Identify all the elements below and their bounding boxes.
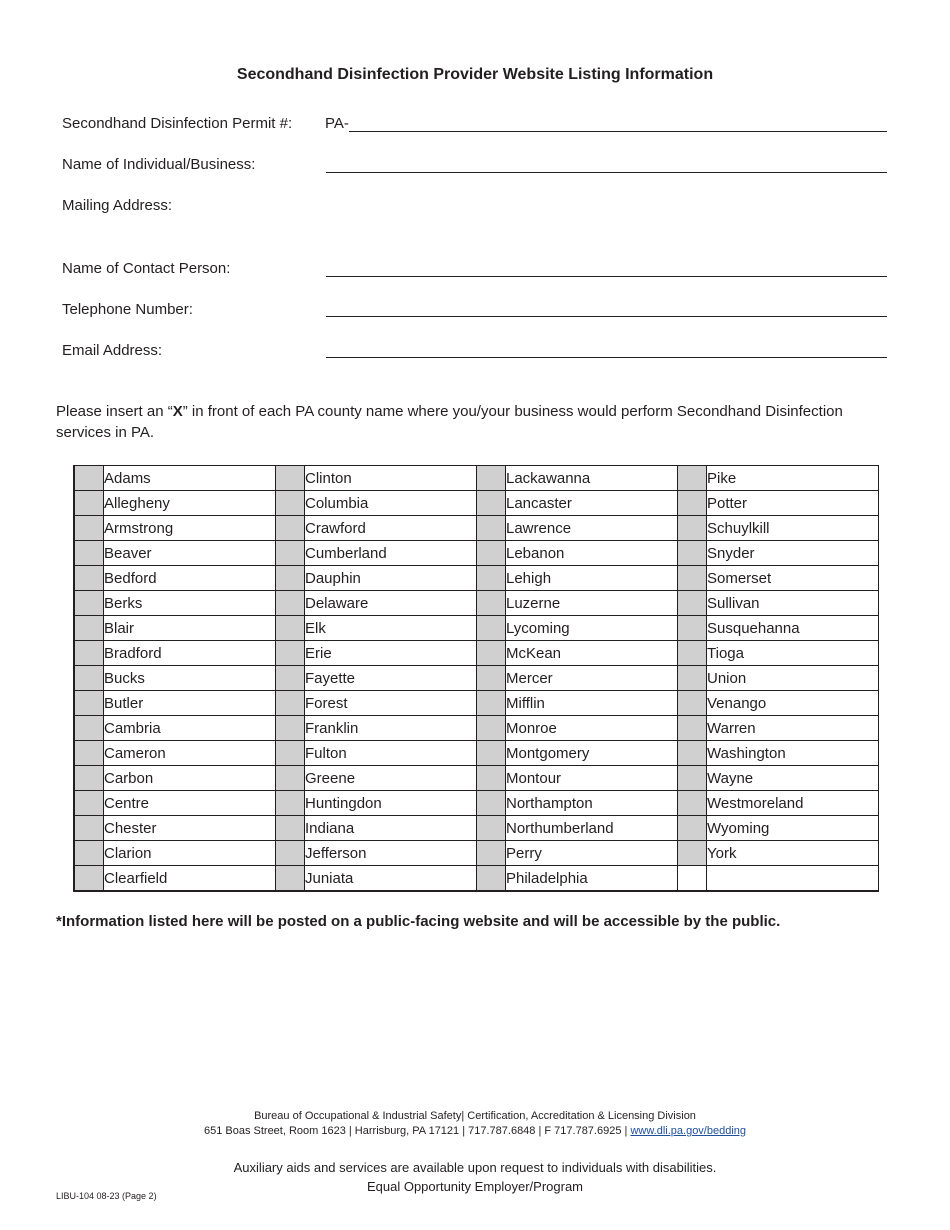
county-checkbox[interactable] [477, 541, 506, 566]
county-checkbox[interactable] [276, 541, 305, 566]
x-mark: X [172, 403, 183, 420]
county-checkbox[interactable] [276, 766, 305, 791]
county-checkbox[interactable] [276, 641, 305, 666]
county-name: Snyder [707, 541, 879, 566]
county-name: Juniata [305, 866, 477, 892]
county-name: Wayne [707, 766, 879, 791]
county-checkbox[interactable] [477, 816, 506, 841]
county-checkbox[interactable] [74, 716, 104, 741]
permit-field[interactable] [349, 131, 887, 132]
county-name: Somerset [707, 566, 879, 591]
county-checkbox[interactable] [276, 716, 305, 741]
county-checkbox[interactable] [678, 616, 707, 641]
county-checkbox[interactable] [276, 491, 305, 516]
county-checkbox[interactable] [678, 716, 707, 741]
county-checkbox[interactable] [477, 516, 506, 541]
county-name: Mifflin [506, 691, 678, 716]
county-name: Delaware [305, 591, 477, 616]
county-checkbox[interactable] [276, 741, 305, 766]
county-checkbox[interactable] [678, 491, 707, 516]
county-checkbox[interactable] [276, 666, 305, 691]
county-checkbox[interactable] [678, 566, 707, 591]
county-row [74, 816, 879, 841]
county-name: Cambria [104, 716, 276, 741]
county-name: Fayette [305, 666, 477, 691]
county-checkbox[interactable] [678, 591, 707, 616]
county-checkbox[interactable] [276, 466, 305, 491]
county-name: Union [707, 666, 879, 691]
footer-eeo: Equal Opportunity Employer/Program [366, 1179, 584, 1194]
county-name: Northumberland [506, 816, 678, 841]
county-checkbox[interactable] [477, 766, 506, 791]
permit-prefix: PA- [325, 115, 349, 132]
county-checkbox[interactable] [74, 566, 104, 591]
name-field[interactable] [326, 172, 887, 173]
county-row [74, 716, 879, 741]
county-name: Blair [104, 616, 276, 641]
county-name: Sullivan [707, 591, 879, 616]
county-name: Columbia [305, 491, 477, 516]
county-checkbox[interactable] [74, 466, 104, 491]
county-name: Schuylkill [707, 516, 879, 541]
county-checkbox[interactable] [74, 641, 104, 666]
page-title: Secondhand Disinfection Provider Website Listing Information [236, 66, 714, 83]
county-checkbox[interactable] [477, 666, 506, 691]
county-name: Luzerne [506, 591, 678, 616]
county-name: Clarion [104, 841, 276, 866]
county-row [74, 616, 879, 641]
county-checkbox[interactable] [477, 866, 506, 892]
county-checkbox[interactable] [276, 866, 305, 892]
county-row [74, 541, 879, 566]
county-checkbox[interactable] [678, 516, 707, 541]
phone-field[interactable] [326, 316, 887, 317]
county-name: Lycoming [506, 616, 678, 641]
phone-label: Telephone Number: [62, 301, 193, 318]
county-checkbox[interactable] [74, 691, 104, 716]
county-name: Northampton [506, 791, 678, 816]
county-checkbox[interactable] [276, 591, 305, 616]
county-table [73, 465, 879, 892]
county-name: Warren [707, 716, 879, 741]
county-name: Wyoming [707, 816, 879, 841]
county-checkbox[interactable] [276, 816, 305, 841]
county-name: Lebanon [506, 541, 678, 566]
instructions: Please insert an “X” in front of each PA county name where you/your business would perform Secondhand Disinfection services in PA. [56, 403, 843, 441]
county-checkbox[interactable] [74, 666, 104, 691]
contact-label: Name of Contact Person: [62, 260, 231, 277]
county-name: Armstrong [104, 516, 276, 541]
county-checkbox[interactable] [276, 516, 305, 541]
county-name: Mercer [506, 666, 678, 691]
county-checkbox[interactable] [678, 541, 707, 566]
county-checkbox[interactable] [477, 566, 506, 591]
county-row [74, 866, 879, 892]
county-row [74, 791, 879, 816]
county-row [74, 841, 879, 866]
county-name: Indiana [305, 816, 477, 841]
county-checkbox [678, 866, 707, 892]
county-checkbox[interactable] [477, 716, 506, 741]
mailing-label: Mailing Address: [62, 197, 173, 214]
county-checkbox[interactable] [276, 691, 305, 716]
county-checkbox[interactable] [678, 691, 707, 716]
county-checkbox[interactable] [678, 666, 707, 691]
county-name: Susquehanna [707, 616, 879, 641]
county-name: Clearfield [104, 866, 276, 892]
county-name: Cumberland [305, 541, 477, 566]
county-checkbox[interactable] [74, 866, 104, 892]
county-checkbox[interactable] [74, 816, 104, 841]
county-name: Cameron [104, 741, 276, 766]
county-name: Bradford [104, 641, 276, 666]
county-checkbox[interactable] [678, 816, 707, 841]
county-name: Forest [305, 691, 477, 716]
county-checkbox[interactable] [477, 841, 506, 866]
county-name: Venango [707, 691, 879, 716]
county-name: Erie [305, 641, 477, 666]
county-name: Lancaster [506, 491, 678, 516]
county-name: Montour [506, 766, 678, 791]
contact-field[interactable] [326, 276, 887, 277]
county-name: McKean [506, 641, 678, 666]
county-checkbox[interactable] [678, 766, 707, 791]
county-name: Beaver [104, 541, 276, 566]
public-notice: *Information listed here will be posted on a public-facing website and will be accessible by the public. [56, 913, 781, 930]
county-checkbox[interactable] [477, 616, 506, 641]
county-checkbox[interactable] [678, 791, 707, 816]
county-name [707, 866, 879, 892]
county-checkbox[interactable] [477, 466, 506, 491]
county-name: Potter [707, 491, 879, 516]
county-checkbox[interactable] [74, 516, 104, 541]
county-row [74, 591, 879, 616]
county-name: Adams [104, 466, 276, 491]
county-row [74, 741, 879, 766]
county-checkbox[interactable] [276, 791, 305, 816]
county-row [74, 766, 879, 791]
county-checkbox[interactable] [477, 741, 506, 766]
county-checkbox[interactable] [678, 641, 707, 666]
email-label: Email Address: [62, 342, 163, 359]
county-checkbox[interactable] [678, 741, 707, 766]
name-label: Name of Individual/Business: [62, 156, 256, 173]
county-name: Jefferson [305, 841, 477, 866]
county-name: Chester [104, 816, 276, 841]
county-name: Tioga [707, 641, 879, 666]
county-checkbox[interactable] [74, 791, 104, 816]
county-name: Carbon [104, 766, 276, 791]
county-name: Greene [305, 766, 477, 791]
county-checkbox[interactable] [74, 616, 104, 641]
county-name: Clinton [305, 466, 477, 491]
footer-aids: Auxiliary aids and services are available upon request to individuals with disabilities. [233, 1160, 717, 1175]
county-name: Washington [707, 741, 879, 766]
county-row [74, 691, 879, 716]
county-name: Fulton [305, 741, 477, 766]
county-checkbox[interactable] [74, 491, 104, 516]
county-name: Lawrence [506, 516, 678, 541]
county-checkbox[interactable] [276, 566, 305, 591]
county-checkbox[interactable] [74, 741, 104, 766]
county-checkbox[interactable] [477, 791, 506, 816]
county-name: Lehigh [506, 566, 678, 591]
county-name: Butler [104, 691, 276, 716]
county-name: Franklin [305, 716, 477, 741]
county-row [74, 491, 879, 516]
county-name: Allegheny [104, 491, 276, 516]
county-checkbox[interactable] [74, 841, 104, 866]
county-name: Pike [707, 466, 879, 491]
county-name: Bedford [104, 566, 276, 591]
county-name: Lackawanna [506, 466, 678, 491]
county-row [74, 466, 879, 491]
county-name: Bucks [104, 666, 276, 691]
county-checkbox[interactable] [74, 766, 104, 791]
county-checkbox[interactable] [477, 591, 506, 616]
county-checkbox[interactable] [678, 466, 707, 491]
county-checkbox[interactable] [477, 691, 506, 716]
county-checkbox[interactable] [477, 641, 506, 666]
county-name: Dauphin [305, 566, 477, 591]
county-checkbox[interactable] [276, 841, 305, 866]
county-row [74, 516, 879, 541]
permit-label: Secondhand Disinfection Permit #: [62, 115, 293, 132]
county-name: Monroe [506, 716, 678, 741]
county-name: York [707, 841, 879, 866]
email-field[interactable] [326, 357, 887, 358]
county-checkbox[interactable] [477, 491, 506, 516]
county-name: Elk [305, 616, 477, 641]
county-checkbox[interactable] [678, 841, 707, 866]
county-name: Perry [506, 841, 678, 866]
county-name: Berks [104, 591, 276, 616]
county-row [74, 666, 879, 691]
county-name: Crawford [305, 516, 477, 541]
footer-bureau: Bureau of Occupational & Industrial Safety| Certification, Accreditation & Licensing Division [254, 1110, 696, 1122]
county-row [74, 641, 879, 666]
footer-address: 651 Boas Street, Room 1623 | Harrisburg, PA 17121 | 717.787.6848 | F 717.787.6925 | www.dli.pa.gov/bedding [203, 1125, 747, 1137]
county-name: Westmoreland [707, 791, 879, 816]
county-row [74, 566, 879, 591]
county-checkbox[interactable] [276, 616, 305, 641]
form-code: LIBU-104 08-23 (Page 2) [56, 1191, 157, 1201]
county-name: Montgomery [506, 741, 678, 766]
footer-link[interactable]: www.dli.pa.gov/bedding [630, 1125, 747, 1137]
county-checkbox[interactable] [74, 541, 104, 566]
county-name: Huntingdon [305, 791, 477, 816]
county-name: Philadelphia [506, 866, 678, 892]
county-name: Centre [104, 791, 276, 816]
county-checkbox[interactable] [74, 591, 104, 616]
